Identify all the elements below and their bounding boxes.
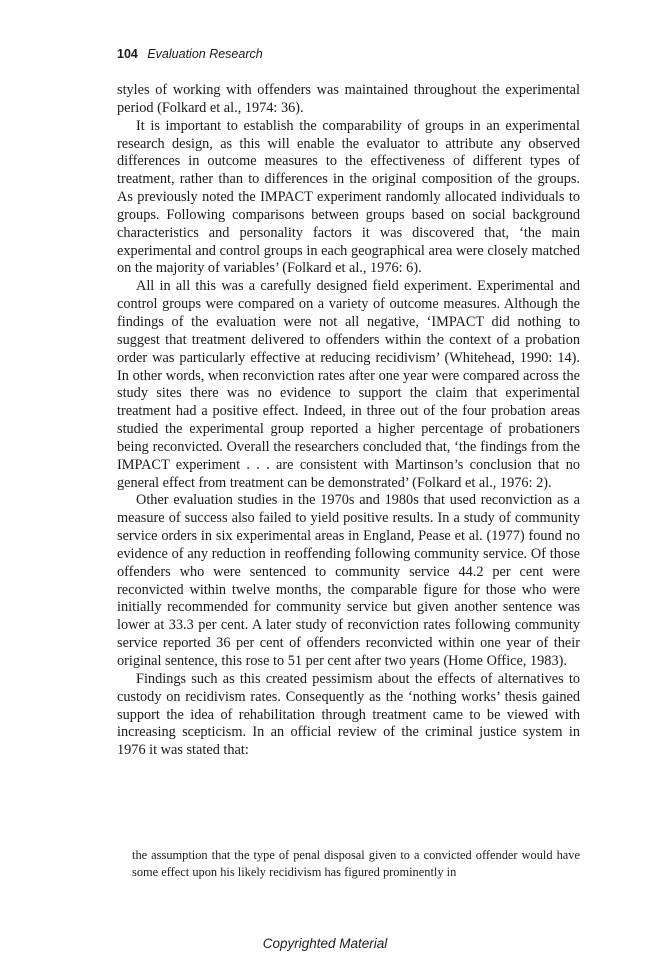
paragraph-comparability: It is important to establish the comparability of groups in an experimental research design, as this will enable the evaluator to attribute any observed differences in outcome measures to the effectiveness of different types of treatment, rather than to differences in the original composition of the groups. As previously noted the IMPACT experiment randomly allocated individuals to groups. Following comparisons between groups based on social background characteristics and personality factors it was discovered that, ‘the main experimental and control groups in each geographical area were closely matched on the majority of variables’ (Folkard et al., 1976: 6).: [117, 117, 580, 277]
running-title: Evaluation Research: [147, 47, 263, 61]
paragraph-other-studies: Other evaluation studies in the 1970s and 1980s that used reconviction as a measure of success also failed to yield positive results. In a study of community service orders in six experimental areas in England, Pease et al. (1977) found no evidence of any reduction in reoffending following community service. Of those offenders who were sentenced to community service 44.2 per cent were reconvicted within twelve months, the comparable figure for those who were initially recommended for community service but given another sentence was lower at 33.3 per cent. A later study of reconviction rates following community service reported 36 per cent of offenders reconvicted within one year of their original sentence, this rose to 51 per cent after two years (Home Office, 1983).: [117, 492, 580, 669]
paragraph-field-experiment: All in all this was a carefully designed field experiment. Experimental and control groups were compared on a variety of outcome measures. Although the findings of the evaluation were not all negative, ‘IMPACT did nothing to suggest that treatment delivered to offenders within the context of a probation order was particularly effective at reducing recidivism’ (Whitehead, 1990: 14). In other words, when reconviction rates after one year were compared across the study sites there was no evidence to support the claim that experimental treatment had a positive effect. Indeed, in three out of the four probation areas studied the experimental group reported a higher percentage of probationers being reconvicted. Overall the researchers concluded that, ‘the findings from the IMPACT experiment . . . are consistent with Martinson’s conclusion that no general effect from treatment can be demonstrated’ (Folkard et al., 1976: 2).: [117, 278, 580, 491]
paragraph-pessimism: Findings such as this created pessimism about the effects of alternatives to custody on recidivism rates. Consequently as the ‘nothing works’ thesis gained support the idea of rehabilitation through treatment came to be viewed with increasing scepticism. In an official review of the criminal justice system in 1976 it was stated that:: [117, 670, 580, 759]
block-quote: [132, 847, 580, 880]
page-number: 104: [117, 47, 138, 61]
running-header: [117, 47, 263, 61]
copyright-footer: Copyrighted Material: [262, 936, 388, 951]
paragraph-continued: styles of working with offenders was maintained throughout the experimental period (Folkard et al., 1974: 36).: [117, 82, 580, 116]
body-text: [117, 82, 580, 760]
block-quote-text: the assumption that the type of penal disposal given to a convicted offender would have some effect upon his likely recidivism has figured prominently in: [132, 848, 580, 879]
